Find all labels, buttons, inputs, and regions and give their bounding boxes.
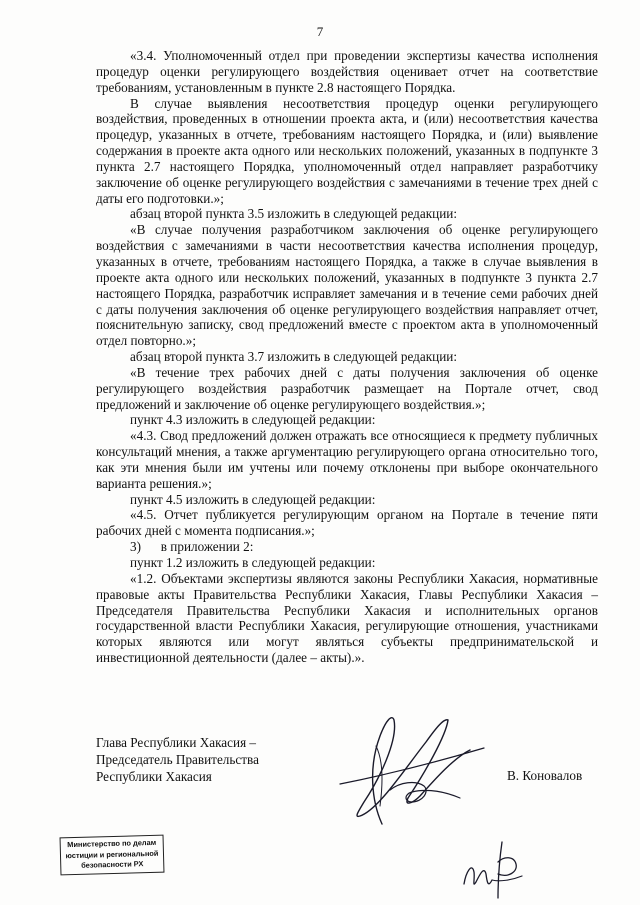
paragraph-3-5-text: «В случае получения разработчиком заключения об оценке регулирующего воздействия с замечаниями в части несоответствия качества исполнения процедур, указанных в отчете, требованиям настоящего Порядка, а также в случае выявления в проекте акта одного или нескольких положений, указанных в подпункте 3 пункта 2.7 настоящего Порядка, разработчик исправляет замечания и в течение семи рабочих дней с даты получения заключения об оценке регулирующего воздействия направляет отчет, пояснительную записку, свод предложений вместе с проектом акта в уполномоченный отдел повторно.»; [96, 222, 598, 349]
paragraph-3-4: «3.4. Уполномоченный отдел при проведении экспертизы качества исполнения процедур оценки регулирующего воздействия оценивает отчет на соответствие требованиям, установленным в пункте 2.8 настоящего Порядка. [96, 48, 598, 95]
paragraph-4-3-text: «4.3. Свод предложений должен отражать все относящиеся к предмету публичных консультаций мнения, а также аргументацию регулирующего органа относительно того, как эти мнения были им учтены или почему отклонены при выборе окончательного варианта решения.»; [96, 428, 598, 491]
signer-name: В. Коновалов [507, 768, 583, 783]
handwritten-initials [458, 832, 528, 902]
stamp-line-3: безопасности РХ [81, 859, 144, 870]
signatory-title-line-2: Председатель Правительства [96, 752, 259, 767]
paragraph-3-7-text: «В течение трех рабочих дней с даты получения заключения об оценке регулирующего воздействия разработчик размещает на Портале отчет, свод предложений и заключение об оценке регулирующего воздействия.»; [96, 364, 598, 412]
signatory-title [96, 734, 259, 785]
paragraph-4-5-text: «4.5. Отчет публикуется регулирующим органом на Портале в течение пяти рабочих дней с момента подписания.»; [96, 507, 598, 539]
signatory-title-line-3: Республики Хакасия [96, 769, 212, 784]
stamp-line-1: Министерство по делам [67, 837, 157, 850]
document-body [96, 48, 598, 666]
paragraph-violations: В случае выявления несоответствия процедур оценки регулирующего воздействия, проведенных в отношении проекта акта, и (или) несоответствия качества процедур, указанных в отчете, требованиям настоящего Порядка, и (или) выявление содержания в проекте акта одного или нескольких положений, указанных в подпункте 3 пункта 2.7 настоящего Порядка, уполномоченный отдел направляет разработчику заключение об оценке регулирующего воздействия с замечаниями в течение трех дней с даты его подготовки.»; [96, 95, 598, 206]
ministry-stamp [60, 835, 165, 876]
signatory-title-line-1: Глава Республики Хакасия – [96, 735, 257, 750]
page-number: 7 [316, 24, 324, 39]
paragraph-1-2-text: «1.2. Объектами экспертизы являются законы Республики Хакасия, нормативные правовые акты Правительства Республики Хакасия, Главы Республики Хакасия – Председателя Правительства Республики Хакасия и исполнительных органов государственной власти Республики Хакасия, регулирующие отношения, участниками которых являются или могут являться субъекты предпринимательской и инвестиционной деятельности (далее – акты).». [96, 570, 598, 666]
paragraph-amend-3-5: абзац второй пункта 3.5 изложить в следующей редакции: [130, 206, 457, 222]
handwritten-signature [320, 706, 490, 828]
paragraph-appendix-2: 3) в приложении 2: [130, 539, 254, 555]
stamp-line-2: юстиции и региональной [65, 848, 159, 860]
paragraph-amend-1-2: пункт 1.2 изложить в следующей редакции: [130, 555, 376, 570]
paragraph-amend-4-3: пункт 4.3 изложить в следующей редакции: [130, 412, 376, 428]
paragraph-amend-3-7: абзац второй пункта 3.7 изложить в следующей редакции: [130, 349, 457, 365]
paragraph-amend-4-5: пункт 4.5 изложить в следующей редакции: [130, 491, 376, 507]
